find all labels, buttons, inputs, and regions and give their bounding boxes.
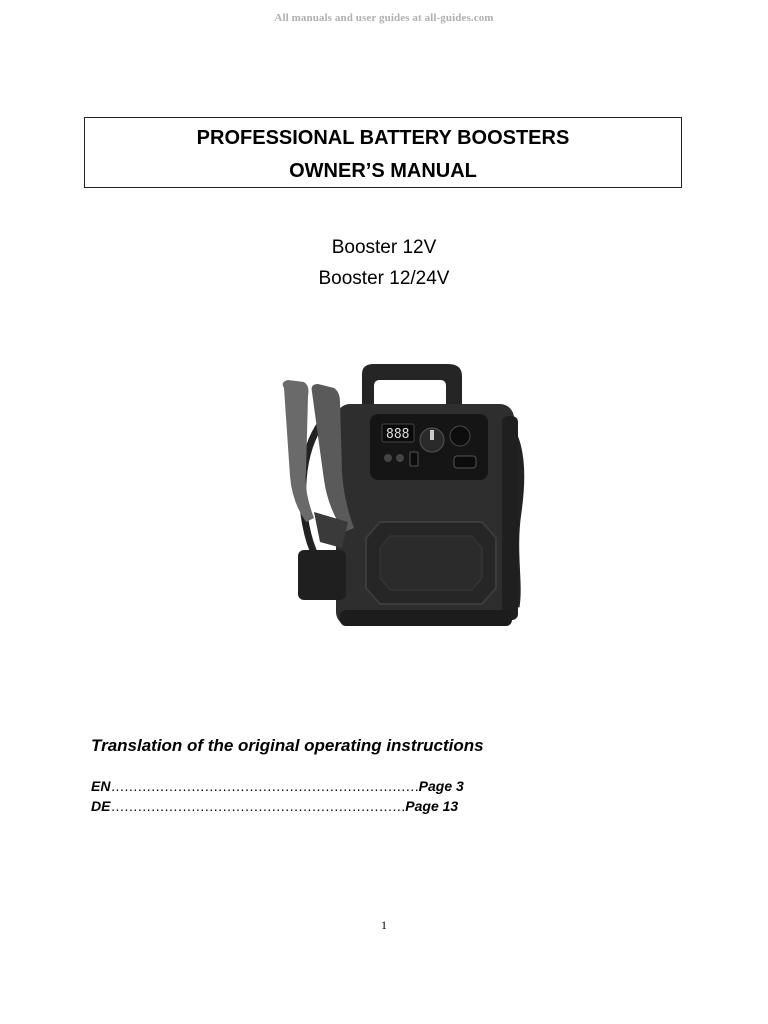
clamp-holder bbox=[298, 550, 346, 600]
watermark: All manuals and user guides at all-guides.com bbox=[274, 12, 494, 24]
model-line-1: Booster 12V bbox=[331, 237, 437, 258]
title-line-1: PROFESSIONAL BATTERY BOOSTERS bbox=[196, 127, 570, 149]
page-number: 1 bbox=[381, 918, 387, 932]
toc-entry-de[interactable] bbox=[91, 796, 464, 816]
title-box bbox=[84, 117, 682, 188]
toc-lang: DE bbox=[91, 798, 111, 814]
toc-leader-dots: ………………………………………………………… bbox=[110, 798, 406, 814]
toc-lang: EN bbox=[91, 778, 111, 794]
table-of-contents bbox=[91, 776, 464, 816]
front-panel-inner bbox=[380, 536, 482, 590]
digital-display-readout: 888 bbox=[386, 427, 410, 442]
model-list bbox=[0, 232, 768, 294]
power-socket bbox=[450, 426, 470, 446]
model-line-2: Booster 12/24V bbox=[318, 268, 450, 289]
title-line-2: OWNER’S MANUAL bbox=[289, 160, 477, 182]
translation-note: Translation of the original operating instructions bbox=[91, 736, 484, 755]
indicator-light-2 bbox=[396, 454, 404, 462]
indicator-light-1 bbox=[384, 454, 392, 462]
knob-pointer bbox=[430, 430, 434, 440]
toc-entry-en[interactable] bbox=[91, 776, 464, 796]
charge-port bbox=[454, 456, 476, 468]
usb-port bbox=[410, 452, 418, 466]
toc-page: Page 3 bbox=[418, 778, 464, 794]
toc-leader-dots: …………………………………………………………… bbox=[110, 778, 419, 794]
device-base bbox=[340, 610, 512, 626]
product-image bbox=[270, 352, 550, 634]
toc-page: Page 13 bbox=[405, 798, 459, 814]
device-side bbox=[502, 416, 518, 620]
